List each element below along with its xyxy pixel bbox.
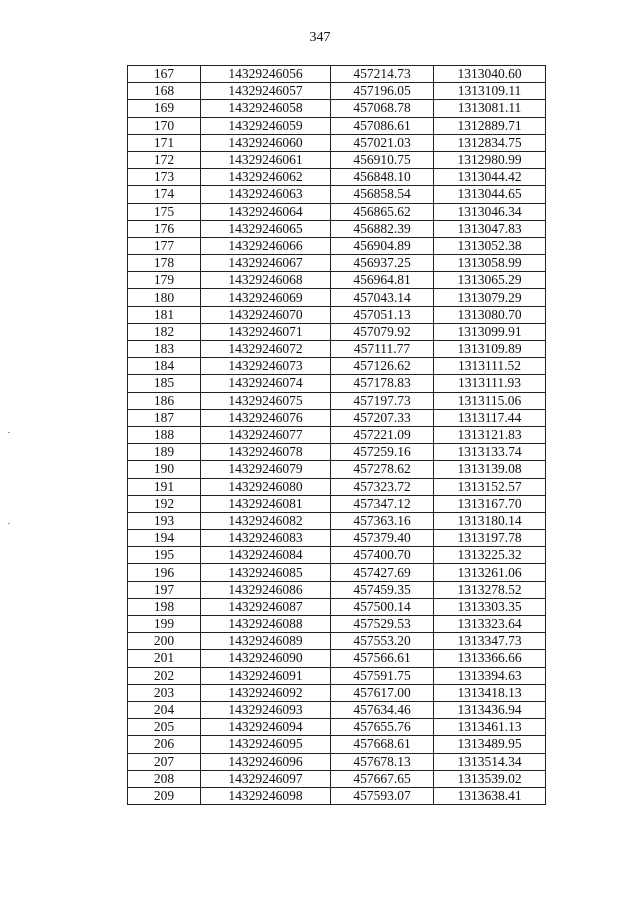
point-number-cell: 201 — [128, 650, 201, 667]
x-coordinate-cell: 457634.46 — [331, 701, 434, 718]
table-row — [128, 237, 546, 254]
x-coordinate-cell: 457178.83 — [331, 375, 434, 392]
y-coordinate-cell: 1313121.83 — [434, 426, 546, 443]
table-row — [128, 341, 546, 358]
point-id-cell: 14329246093 — [201, 701, 331, 718]
point-number-cell: 180 — [128, 289, 201, 306]
y-coordinate-cell: 1313133.74 — [434, 444, 546, 461]
x-coordinate-cell: 457086.61 — [331, 117, 434, 134]
x-coordinate-cell: 456904.89 — [331, 237, 434, 254]
point-number-cell: 204 — [128, 701, 201, 718]
y-coordinate-cell: 1313489.95 — [434, 736, 546, 753]
point-number-cell: 168 — [128, 83, 201, 100]
y-coordinate-cell: 1313099.91 — [434, 323, 546, 340]
point-number-cell: 198 — [128, 598, 201, 615]
point-number-cell: 197 — [128, 581, 201, 598]
point-id-cell: 14329246083 — [201, 530, 331, 547]
point-number-cell: 183 — [128, 341, 201, 358]
point-id-cell: 14329246060 — [201, 134, 331, 151]
y-coordinate-cell: 1313152.57 — [434, 478, 546, 495]
y-coordinate-cell: 1313303.35 — [434, 598, 546, 615]
x-coordinate-cell: 457079.92 — [331, 323, 434, 340]
x-coordinate-cell: 457259.16 — [331, 444, 434, 461]
point-number-cell: 200 — [128, 633, 201, 650]
point-id-cell: 14329246095 — [201, 736, 331, 753]
table-row — [128, 392, 546, 409]
point-number-cell: 189 — [128, 444, 201, 461]
table-row — [128, 444, 546, 461]
x-coordinate-cell: 457500.14 — [331, 598, 434, 615]
table-row — [128, 409, 546, 426]
point-number-cell: 175 — [128, 203, 201, 220]
x-coordinate-cell: 457668.61 — [331, 736, 434, 753]
y-coordinate-cell: 1313081.11 — [434, 100, 546, 117]
table-row — [128, 461, 546, 478]
point-number-cell: 185 — [128, 375, 201, 392]
y-coordinate-cell: 1313058.99 — [434, 255, 546, 272]
point-number-cell: 178 — [128, 255, 201, 272]
point-number-cell: 169 — [128, 100, 201, 117]
x-coordinate-cell: 457591.75 — [331, 667, 434, 684]
x-coordinate-cell: 457667.65 — [331, 770, 434, 787]
x-coordinate-cell: 457655.76 — [331, 719, 434, 736]
point-number-cell: 199 — [128, 616, 201, 633]
point-id-cell: 14329246084 — [201, 547, 331, 564]
point-number-cell: 202 — [128, 667, 201, 684]
x-coordinate-cell: 457207.33 — [331, 409, 434, 426]
table-row — [128, 598, 546, 615]
point-id-cell: 14329246079 — [201, 461, 331, 478]
y-coordinate-cell: 1313115.06 — [434, 392, 546, 409]
x-coordinate-cell: 457021.03 — [331, 134, 434, 151]
x-coordinate-cell: 457111.77 — [331, 341, 434, 358]
table-row — [128, 650, 546, 667]
table-row — [128, 616, 546, 633]
x-coordinate-cell: 457617.00 — [331, 684, 434, 701]
point-number-cell: 209 — [128, 787, 201, 804]
y-coordinate-cell: 1313167.70 — [434, 495, 546, 512]
table-row — [128, 426, 546, 443]
x-coordinate-cell: 457459.35 — [331, 581, 434, 598]
table-row — [128, 787, 546, 804]
y-coordinate-cell: 1313278.52 — [434, 581, 546, 598]
y-coordinate-cell: 1312889.71 — [434, 117, 546, 134]
table-row — [128, 684, 546, 701]
table-row — [128, 667, 546, 684]
table-row — [128, 306, 546, 323]
table-row — [128, 169, 546, 186]
table-row — [128, 564, 546, 581]
y-coordinate-cell: 1313514.34 — [434, 753, 546, 770]
y-coordinate-cell: 1313261.06 — [434, 564, 546, 581]
y-coordinate-cell: 1313323.64 — [434, 616, 546, 633]
table-row — [128, 186, 546, 203]
point-id-cell: 14329246056 — [201, 66, 331, 83]
point-number-cell: 186 — [128, 392, 201, 409]
x-coordinate-cell: 456858.54 — [331, 186, 434, 203]
x-coordinate-cell: 457400.70 — [331, 547, 434, 564]
table-row — [128, 478, 546, 495]
table-row — [128, 289, 546, 306]
point-id-cell: 14329246066 — [201, 237, 331, 254]
y-coordinate-cell: 1313052.38 — [434, 237, 546, 254]
point-number-cell: 191 — [128, 478, 201, 495]
point-id-cell: 14329246086 — [201, 581, 331, 598]
x-coordinate-cell: 456910.75 — [331, 151, 434, 168]
point-number-cell: 188 — [128, 426, 201, 443]
point-number-cell: 194 — [128, 530, 201, 547]
point-id-cell: 14329246065 — [201, 220, 331, 237]
y-coordinate-cell: 1313044.65 — [434, 186, 546, 203]
y-coordinate-cell: 1312834.75 — [434, 134, 546, 151]
point-id-cell: 14329246069 — [201, 289, 331, 306]
point-id-cell: 14329246082 — [201, 512, 331, 529]
table-row — [128, 117, 546, 134]
point-id-cell: 14329246080 — [201, 478, 331, 495]
y-coordinate-cell: 1313040.60 — [434, 66, 546, 83]
point-number-cell: 187 — [128, 409, 201, 426]
y-coordinate-cell: 1313080.70 — [434, 306, 546, 323]
x-coordinate-cell: 457068.78 — [331, 100, 434, 117]
coordinates-table — [127, 65, 546, 805]
point-id-cell: 14329246098 — [201, 787, 331, 804]
point-number-cell: 181 — [128, 306, 201, 323]
coordinates-table-body — [128, 66, 546, 805]
point-id-cell: 14329246071 — [201, 323, 331, 340]
y-coordinate-cell: 1313180.14 — [434, 512, 546, 529]
y-coordinate-cell: 1313197.78 — [434, 530, 546, 547]
point-id-cell: 14329246078 — [201, 444, 331, 461]
x-coordinate-cell: 457221.09 — [331, 426, 434, 443]
point-number-cell: 170 — [128, 117, 201, 134]
point-id-cell: 14329246057 — [201, 83, 331, 100]
x-coordinate-cell: 457566.61 — [331, 650, 434, 667]
y-coordinate-cell: 1313394.63 — [434, 667, 546, 684]
y-coordinate-cell: 1313461.13 — [434, 719, 546, 736]
y-coordinate-cell: 1313638.41 — [434, 787, 546, 804]
point-number-cell: 182 — [128, 323, 201, 340]
point-number-cell: 208 — [128, 770, 201, 787]
point-number-cell: 174 — [128, 186, 201, 203]
x-coordinate-cell: 456964.81 — [331, 272, 434, 289]
point-id-cell: 14329246091 — [201, 667, 331, 684]
table-row — [128, 719, 546, 736]
table-row — [128, 255, 546, 272]
point-id-cell: 14329246072 — [201, 341, 331, 358]
x-coordinate-cell: 457196.05 — [331, 83, 434, 100]
point-number-cell: 167 — [128, 66, 201, 83]
point-number-cell: 207 — [128, 753, 201, 770]
y-coordinate-cell: 1313046.34 — [434, 203, 546, 220]
scan-speck — [8, 432, 10, 433]
point-number-cell: 171 — [128, 134, 201, 151]
point-id-cell: 14329246059 — [201, 117, 331, 134]
table-row — [128, 66, 546, 83]
table-row — [128, 770, 546, 787]
y-coordinate-cell: 1313436.94 — [434, 701, 546, 718]
table-row — [128, 530, 546, 547]
y-coordinate-cell: 1313044.42 — [434, 169, 546, 186]
point-id-cell: 14329246075 — [201, 392, 331, 409]
y-coordinate-cell: 1313111.93 — [434, 375, 546, 392]
table-row — [128, 701, 546, 718]
x-coordinate-cell: 457379.40 — [331, 530, 434, 547]
point-id-cell: 14329246073 — [201, 358, 331, 375]
point-id-cell: 14329246077 — [201, 426, 331, 443]
y-coordinate-cell: 1312980.99 — [434, 151, 546, 168]
x-coordinate-cell: 457043.14 — [331, 289, 434, 306]
x-coordinate-cell: 457197.73 — [331, 392, 434, 409]
x-coordinate-cell: 456882.39 — [331, 220, 434, 237]
point-number-cell: 206 — [128, 736, 201, 753]
x-coordinate-cell: 457323.72 — [331, 478, 434, 495]
y-coordinate-cell: 1313347.73 — [434, 633, 546, 650]
point-id-cell: 14329246061 — [201, 151, 331, 168]
x-coordinate-cell: 456865.62 — [331, 203, 434, 220]
table-row — [128, 358, 546, 375]
point-number-cell: 176 — [128, 220, 201, 237]
point-id-cell: 14329246076 — [201, 409, 331, 426]
point-number-cell: 195 — [128, 547, 201, 564]
point-id-cell: 14329246097 — [201, 770, 331, 787]
y-coordinate-cell: 1313225.32 — [434, 547, 546, 564]
scan-speck — [8, 523, 10, 524]
y-coordinate-cell: 1313539.02 — [434, 770, 546, 787]
point-id-cell: 14329246090 — [201, 650, 331, 667]
point-id-cell: 14329246089 — [201, 633, 331, 650]
point-id-cell: 14329246064 — [201, 203, 331, 220]
x-coordinate-cell: 456848.10 — [331, 169, 434, 186]
table-row — [128, 100, 546, 117]
point-number-cell: 196 — [128, 564, 201, 581]
y-coordinate-cell: 1313109.89 — [434, 341, 546, 358]
x-coordinate-cell: 457347.12 — [331, 495, 434, 512]
x-coordinate-cell: 457126.62 — [331, 358, 434, 375]
point-id-cell: 14329246081 — [201, 495, 331, 512]
y-coordinate-cell: 1313079.29 — [434, 289, 546, 306]
y-coordinate-cell: 1313418.13 — [434, 684, 546, 701]
x-coordinate-cell: 457051.13 — [331, 306, 434, 323]
point-number-cell: 172 — [128, 151, 201, 168]
table-row — [128, 151, 546, 168]
x-coordinate-cell: 457553.20 — [331, 633, 434, 650]
table-row — [128, 547, 546, 564]
point-id-cell: 14329246092 — [201, 684, 331, 701]
table-row — [128, 736, 546, 753]
point-number-cell: 184 — [128, 358, 201, 375]
y-coordinate-cell: 1313111.52 — [434, 358, 546, 375]
point-number-cell: 192 — [128, 495, 201, 512]
y-coordinate-cell: 1313065.29 — [434, 272, 546, 289]
point-id-cell: 14329246088 — [201, 616, 331, 633]
point-number-cell: 177 — [128, 237, 201, 254]
x-coordinate-cell: 457363.16 — [331, 512, 434, 529]
point-id-cell: 14329246074 — [201, 375, 331, 392]
table-row — [128, 495, 546, 512]
point-id-cell: 14329246094 — [201, 719, 331, 736]
table-row — [128, 134, 546, 151]
point-number-cell: 203 — [128, 684, 201, 701]
x-coordinate-cell: 457427.69 — [331, 564, 434, 581]
table-row — [128, 633, 546, 650]
point-id-cell: 14329246063 — [201, 186, 331, 203]
table-row — [128, 512, 546, 529]
x-coordinate-cell: 457278.62 — [331, 461, 434, 478]
point-id-cell: 14329246067 — [201, 255, 331, 272]
y-coordinate-cell: 1313366.66 — [434, 650, 546, 667]
table-row — [128, 203, 546, 220]
x-coordinate-cell: 456937.25 — [331, 255, 434, 272]
point-number-cell: 205 — [128, 719, 201, 736]
point-number-cell: 179 — [128, 272, 201, 289]
point-number-cell: 173 — [128, 169, 201, 186]
table-row — [128, 581, 546, 598]
table-row — [128, 83, 546, 100]
table-row — [128, 220, 546, 237]
point-id-cell: 14329246087 — [201, 598, 331, 615]
table-row — [128, 753, 546, 770]
x-coordinate-cell: 457593.07 — [331, 787, 434, 804]
point-id-cell: 14329246058 — [201, 100, 331, 117]
page-number: 347 — [309, 30, 331, 45]
x-coordinate-cell: 457529.53 — [331, 616, 434, 633]
point-id-cell: 14329246085 — [201, 564, 331, 581]
table-row — [128, 272, 546, 289]
point-id-cell: 14329246096 — [201, 753, 331, 770]
x-coordinate-cell: 457214.73 — [331, 66, 434, 83]
point-number-cell: 190 — [128, 461, 201, 478]
y-coordinate-cell: 1313117.44 — [434, 409, 546, 426]
point-id-cell: 14329246062 — [201, 169, 331, 186]
point-id-cell: 14329246070 — [201, 306, 331, 323]
y-coordinate-cell: 1313047.83 — [434, 220, 546, 237]
y-coordinate-cell: 1313109.11 — [434, 83, 546, 100]
y-coordinate-cell: 1313139.08 — [434, 461, 546, 478]
point-id-cell: 14329246068 — [201, 272, 331, 289]
x-coordinate-cell: 457678.13 — [331, 753, 434, 770]
table-row — [128, 323, 546, 340]
point-number-cell: 193 — [128, 512, 201, 529]
table-row — [128, 375, 546, 392]
